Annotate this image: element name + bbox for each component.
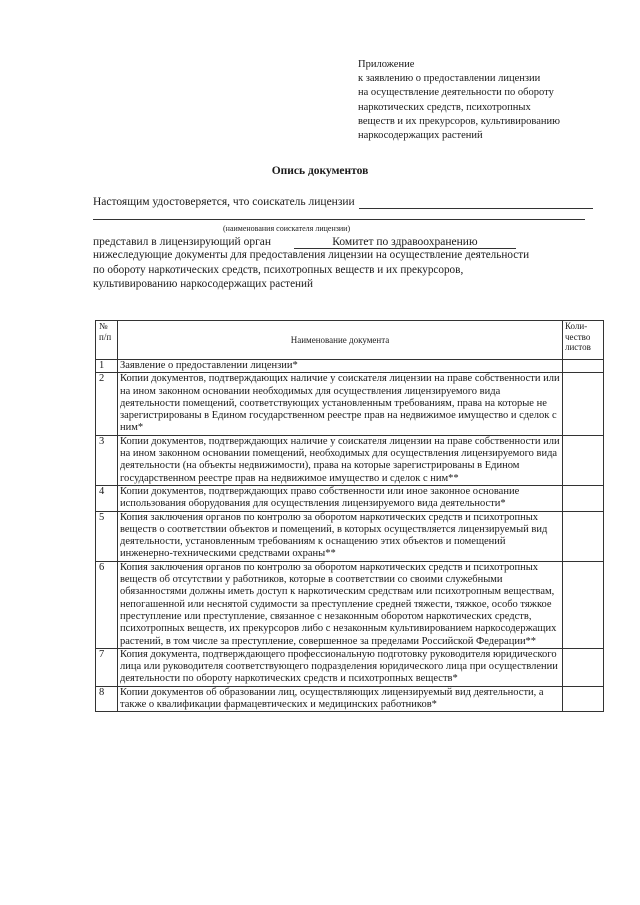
body-paragraph: [93, 248, 598, 292]
table-row: [96, 686, 604, 712]
row-qty-cell[interactable]: [563, 373, 604, 435]
appendix-line: наркосодержащих растений: [358, 130, 483, 142]
table-row: [96, 360, 604, 373]
appendix-line: на осуществление деятельности по обороту: [358, 87, 554, 99]
applicant-name-field-line[interactable]: [93, 219, 585, 220]
appendix-line: Приложение: [358, 59, 415, 70]
row-num: 5: [96, 511, 118, 561]
applicant-caption: (наименования соискателя лицензии): [223, 224, 351, 233]
table-row: [96, 561, 604, 648]
table-row: [96, 485, 604, 511]
intro-line: [93, 195, 593, 209]
table-header-row: [96, 321, 604, 360]
body-line: нижеследующие документы для предоставления лицензии на осуществление деятельности: [93, 249, 530, 261]
organ-value: Комитет по здравоохранению: [294, 236, 516, 249]
row-text: Копия заключения органов по контролю за оборотом наркотических средств и психотропных веществ о соответствии объектов и помещений, в которых осуществляется лицензируемый вид деятельности, установленным требованиям к оснащению этих объектов и помещений инженерно-техническими средствами охраны**: [118, 511, 563, 561]
row-text: Копии документов, подтверждающих наличие у соискателя лицензии на праве собственности или на ином законном основании необходимых для осуществления лицензируемого вида деятельности помещений, соответствующих установленным требованиям, права на которые не зарегистрированы в Едином государственном реестре прав на недвижимое имущество и сделок с ним*: [118, 373, 563, 435]
body-line: культивированию наркосодержащих растений: [93, 278, 314, 290]
row-qty-cell[interactable]: [563, 511, 604, 561]
applicant-name-field[interactable]: [359, 197, 593, 209]
row-num: 3: [96, 435, 118, 485]
organ-label: представил в лицензирующий орган: [93, 236, 272, 248]
row-num: 6: [96, 561, 118, 648]
appendix-line: наркотических средств, психотропных: [358, 101, 531, 113]
header-qty: Коли-чество листов: [563, 321, 604, 360]
row-num: 7: [96, 648, 118, 686]
documents-table: [95, 320, 604, 712]
table-row: [96, 648, 604, 686]
table-row: [96, 373, 604, 435]
table-row: [96, 435, 604, 485]
appendix-note: [358, 58, 608, 143]
intro-block: [93, 195, 593, 233]
appendix-line: к заявлению о предоставлении лицензии: [358, 73, 541, 85]
appendix-line: веществ и их прекурсоров, культивированию: [358, 115, 560, 127]
row-text: Копия документа, подтверждающего профессиональную подготовку руководителя юридического лица или руководителя соответствующего подразделения юридического лица при осуществлении деятельности по обороту наркотических средств и психотропных веществ*: [118, 648, 563, 686]
table-row: [96, 511, 604, 561]
row-text: Копия заключения органов по контролю за оборотом наркотических средств и психотропных веществ об отсутствии у работников, которые в соответствии со своими служебными обязанностями должны иметь доступ к наркотическим средствам или психотропным веществам, непогашенной или неснятой судимости за преступление средней тяжести, тяжкое, особо тяжкое преступление или преступление, связанное с незаконным оборотом наркотических средств, психотропных веществ, их прекурсоров либо с незаконным культивированием наркосодержащих растений, в том числе за преступление, совершенное за пределами Российской Федерации**: [118, 561, 563, 648]
row-text: Копии документов, подтверждающих наличие у соискателя лицензии на праве собственности или на ином законном основании помещений, необходимых для осуществления лицензируемого вида деятельности (на объекты недвижимости), права на которые зарегистрированы в Едином государственном реестре прав на недвижимое имущество и сделок с ним**: [118, 435, 563, 485]
row-text: Копии документов, подтверждающих право собственности или иное законное основание использования оборудования для осуществления лицензируемого вида деятельности*: [118, 485, 563, 511]
row-qty-cell[interactable]: [563, 485, 604, 511]
row-text: Заявление о предоставлении лицензии*: [118, 360, 563, 373]
header-name: Наименование документа: [118, 321, 563, 360]
row-qty-cell[interactable]: [563, 561, 604, 648]
row-num: 2: [96, 373, 118, 435]
row-num: 1: [96, 360, 118, 373]
document-title: Опись документов: [271, 165, 369, 177]
intro-text: Настоящим удостоверяется, что соискатель лицензии: [93, 196, 355, 208]
row-qty-cell[interactable]: [563, 435, 604, 485]
row-num: 4: [96, 485, 118, 511]
row-num: 8: [96, 686, 118, 712]
row-qty-cell[interactable]: [563, 686, 604, 712]
row-qty-cell[interactable]: [563, 360, 604, 373]
row-qty-cell[interactable]: [563, 648, 604, 686]
row-text: Копии документов об образовании лиц, осуществляющих лицензируемый вид деятельности, а также о квалификации фармацевтических и медицинских работников*: [118, 686, 563, 712]
body-line: по обороту наркотических средств, психотропных веществ и их прекурсоров,: [93, 263, 464, 276]
header-num: № п/п: [96, 321, 118, 360]
